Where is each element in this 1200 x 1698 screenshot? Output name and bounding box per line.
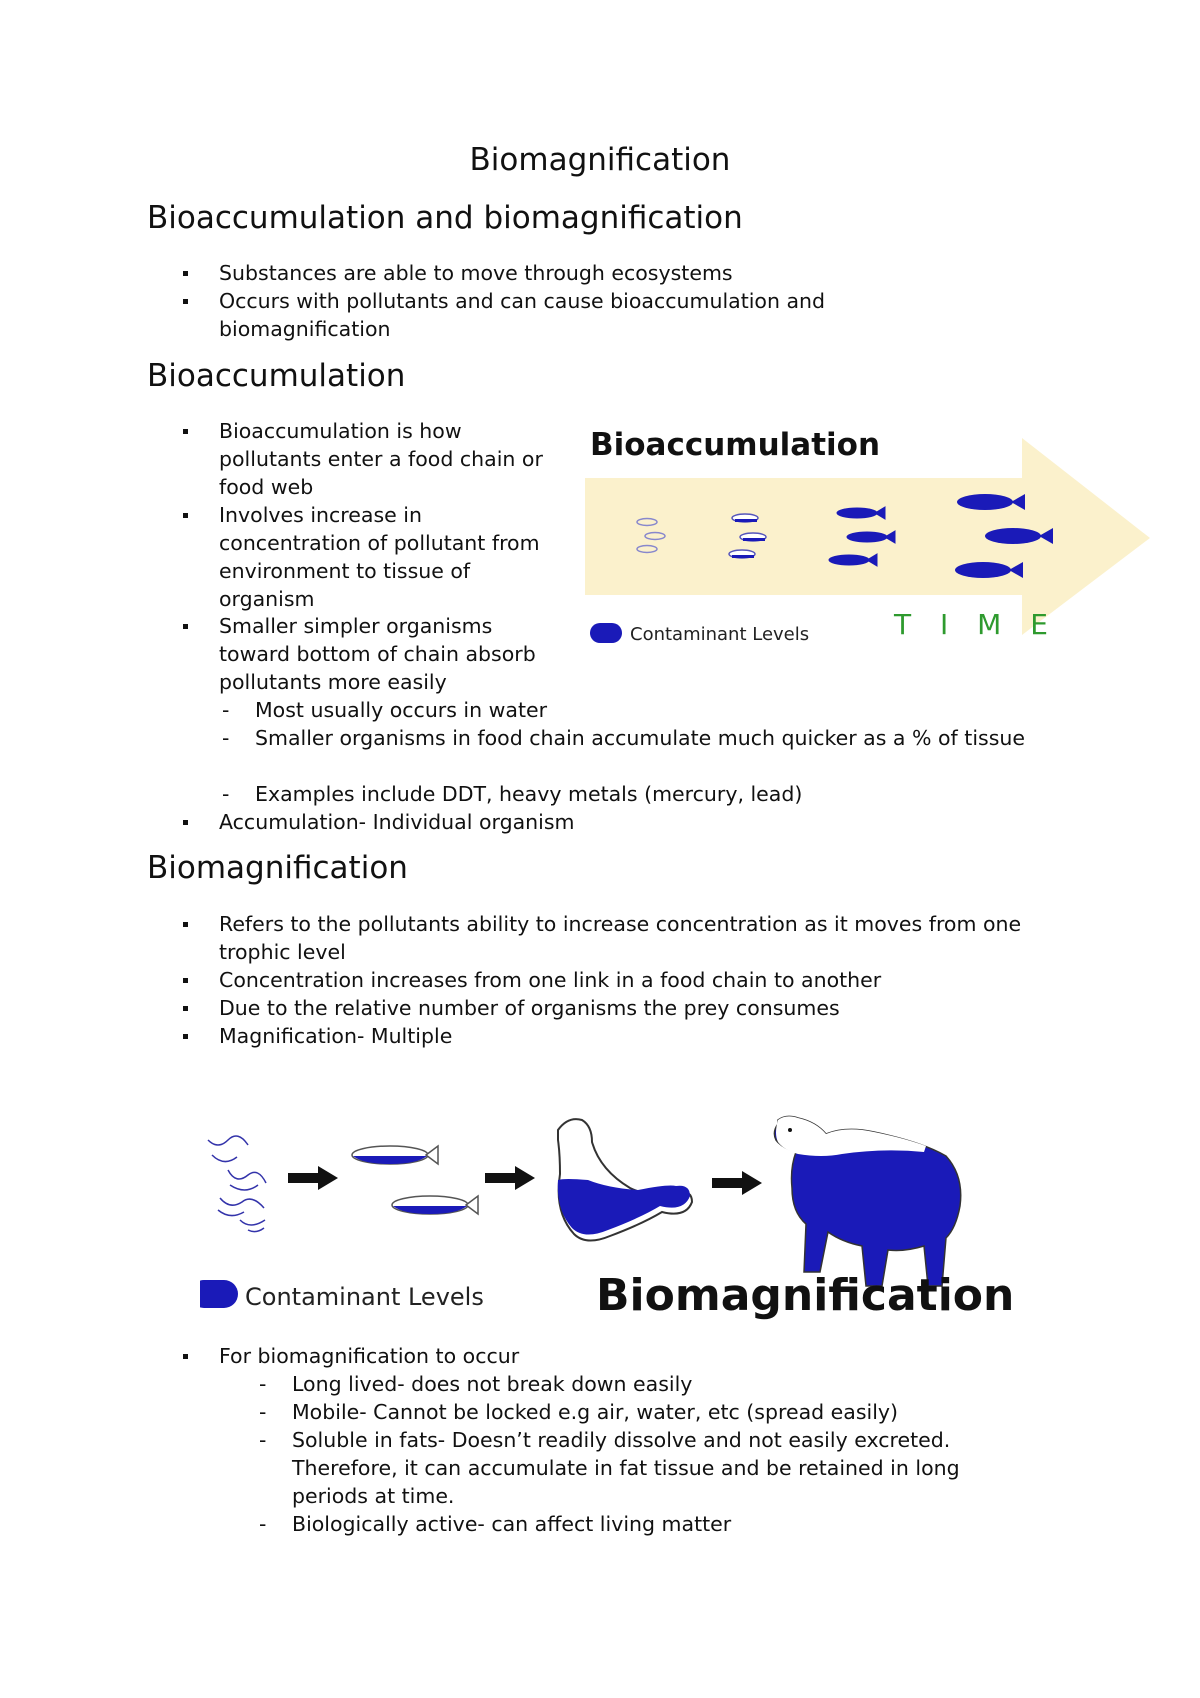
polar-bear-icon (774, 1116, 960, 1286)
sub-bullet-item: - Biologically active- can affect living matter (292, 1510, 731, 1538)
arrow-right-icon (288, 1166, 338, 1190)
contaminant-fill (393, 1206, 467, 1214)
bullet-item: Accumulation- Individual organism (219, 810, 575, 834)
biomagnification-diagram (200, 1110, 1020, 1350)
bullet-item: Occurs with pollutants and can cause bioaccumulation and biomagnification (219, 287, 909, 343)
seal-icon (558, 1119, 692, 1240)
bullet-item: Involves increase in concentration of pollutant from environment to tissue of organism (219, 501, 564, 613)
bullet-item: Smaller simpler organisms toward bottom of chain absorb pollutants more easily (219, 612, 564, 696)
legend-label: Contaminant Levels (245, 1283, 484, 1311)
arrow-right-icon (712, 1171, 762, 1195)
contaminant-fill (732, 555, 754, 558)
bullet-item: For biomagnification to occur (219, 1344, 520, 1368)
bullet-item: Refers to the pollutants ability to increase concentration as it moves from one trophic level (219, 910, 1079, 966)
section-heading: Biomagnification (147, 850, 408, 886)
page-title: Biomagnification (469, 142, 731, 178)
bullet-item: Substances are able to move through ecosystems (219, 261, 733, 285)
bioaccumulation-diagram (585, 415, 1155, 655)
bullet-item: Bioaccumulation is how pollutants enter a food chain or food web (219, 417, 559, 501)
sub-bullet-item: - Most usually occurs in water (255, 696, 547, 724)
arrow-right-icon (485, 1166, 535, 1190)
bullet-item: Concentration increases from one link in a food chain to another (219, 968, 882, 992)
plankton-icon (208, 1136, 266, 1232)
legend-swatch (590, 623, 622, 643)
bullet-item: Due to the relative number of organisms the prey consumes (219, 996, 840, 1020)
sub-bullet-item: - Examples include DDT, heavy metals (mercury, lead) (255, 780, 802, 808)
section-heading: Bioaccumulation (147, 358, 406, 394)
legend-swatch (200, 1280, 238, 1308)
sub-bullet-item: - Long lived- does not break down easily (292, 1370, 692, 1398)
bullet-item: Magnification- Multiple (219, 1024, 453, 1048)
contaminant-fill (743, 538, 765, 541)
contaminant-fill (353, 1156, 427, 1164)
figure-title: Biomagnification (596, 1270, 1015, 1321)
section-heading: Bioaccumulation and biomagnification (147, 200, 743, 236)
contaminant-fill (735, 519, 757, 522)
figure-title: Bioaccumulation (590, 427, 881, 463)
legend-label: Contaminant Levels (630, 624, 810, 645)
sub-bullet-item: - Mobile- Cannot be locked e.g air, water, etc (spread easily) (292, 1398, 898, 1426)
time-label: T I M E (894, 608, 1058, 641)
sub-bullet-item: - Smaller organisms in food chain accumulate much quicker as a % of tissue (255, 724, 1035, 752)
sub-bullet-item: - Soluble in fats- Doesn’t readily dissolve and not easily excreted. Therefore, it can accumulate in fat tissue and be retained in long periods at time. (292, 1426, 1032, 1510)
